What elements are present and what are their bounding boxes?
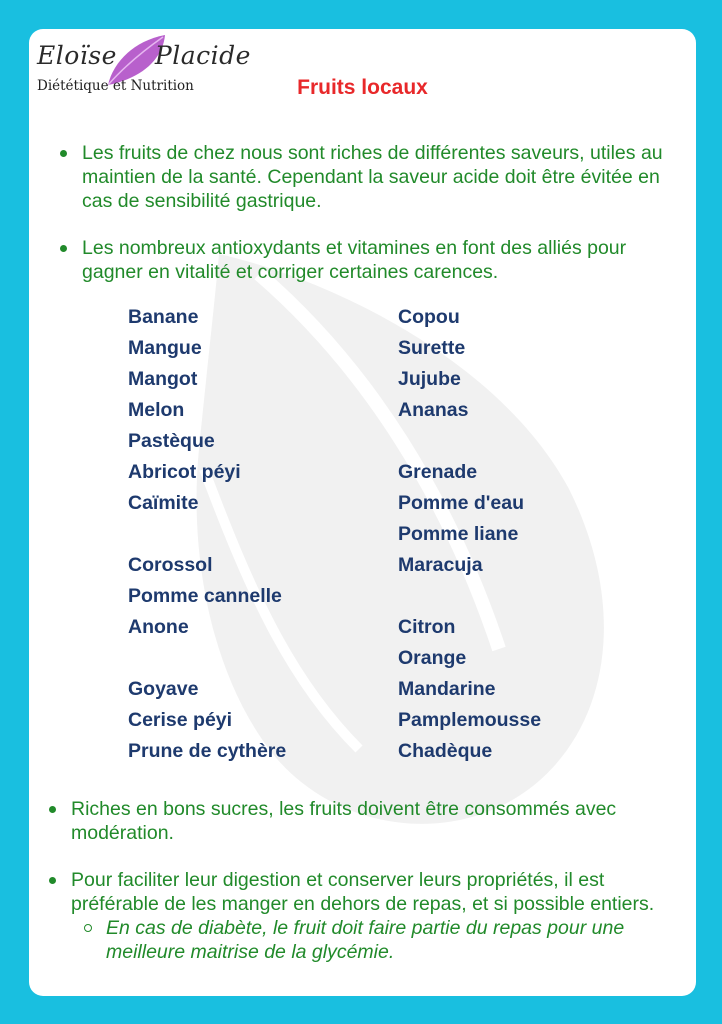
fruit-item: Pomme d'eau [398, 492, 525, 514]
fruit-item: Orange [398, 647, 467, 669]
intro-bullet-list [82, 141, 672, 307]
fruit-column-left [128, 302, 286, 767]
logo-first-name: Eloïse [37, 41, 117, 70]
sub-bullet-list [71, 916, 671, 964]
fruit-item: Abricot péyi [128, 461, 241, 483]
final-bullet-list [71, 797, 671, 987]
fruit-item: Banane [128, 306, 199, 328]
hollow-bullet-icon [84, 924, 92, 932]
fruit-item: Maracuja [398, 554, 483, 576]
fruit-item: Caïmite [128, 492, 199, 514]
bullet-dot-icon [60, 150, 67, 157]
page-title: Fruits locaux [297, 76, 428, 99]
fruit-item: Mangot [128, 368, 198, 390]
logo-last-name: Placide [154, 41, 251, 70]
fruit-item: Anone [128, 616, 189, 638]
sub-list-item [71, 916, 671, 964]
fruit-item: Grenade [398, 461, 478, 483]
bullet-dot-icon [49, 877, 56, 884]
fruit-list [128, 302, 598, 772]
bullet-dot-icon [49, 806, 56, 813]
brand-logo [33, 33, 251, 113]
fruit-item: Copou [398, 306, 460, 328]
bullet-text: Riches en bons sucres, les fruits doivent être consommés avec modération. [71, 798, 617, 844]
logo-subtitle: Diététique et Nutrition [37, 78, 194, 94]
fruit-item [398, 581, 541, 612]
fruit-item [128, 643, 286, 674]
bullet-dot-icon [60, 245, 67, 252]
fruit-item: Chadèque [398, 740, 493, 762]
fruit-item: Corossol [128, 554, 213, 576]
fruit-item: Jujube [398, 368, 461, 390]
list-item [82, 141, 672, 213]
fruit-item: Citron [398, 616, 456, 638]
fruit-item: Pamplemousse [398, 709, 542, 731]
list-item [71, 797, 671, 845]
content-card [29, 29, 696, 996]
sub-bullet-text: En cas de diabète, le fruit doit faire partie du repas pour une meilleure maitrise de la glycémie. [106, 917, 625, 963]
fruit-item: Cerise péyi [128, 709, 233, 731]
fruit-item: Pomme liane [398, 523, 519, 545]
fruit-item: Melon [128, 399, 185, 421]
fruit-item: Mangue [128, 337, 202, 359]
fruit-item: Ananas [398, 399, 469, 421]
fruit-item [128, 519, 286, 550]
bullet-text: Pour faciliter leur digestion et conserver leurs propriétés, il est préférable de les manger en dehors de repas, et si possible entiers. [71, 869, 655, 915]
list-item [71, 868, 671, 964]
fruit-item: Surette [398, 337, 466, 359]
fruit-item: Pomme cannelle [128, 585, 282, 607]
fruit-item: Prune de cythère [128, 740, 287, 762]
bullet-text: Les nombreux antioxydants et vitamines en font des alliés pour gagner en vitalité et corriger certaines carences. [82, 237, 627, 283]
bullet-text: Les fruits de chez nous sont riches de différentes saveurs, utiles au maintien de la santé. Cependant la saveur acide doit être évitée en cas de sensibilité gastrique. [82, 142, 663, 212]
list-item [82, 236, 672, 284]
logo-name [37, 41, 251, 70]
fruit-item [398, 426, 541, 457]
fruit-item: Goyave [128, 678, 199, 700]
fruit-item: Mandarine [398, 678, 496, 700]
fruit-item: Pastèque [128, 430, 215, 452]
fruit-column-right [398, 302, 541, 767]
